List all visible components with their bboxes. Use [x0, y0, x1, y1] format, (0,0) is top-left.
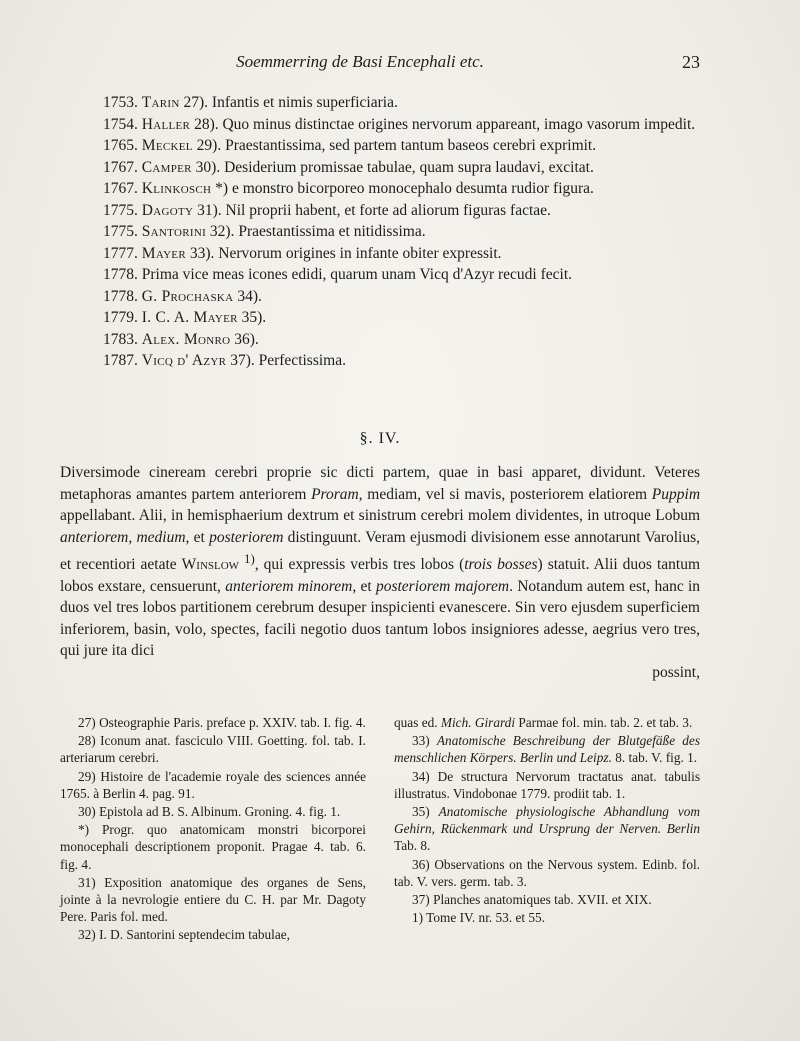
italic-term: trois bosses	[464, 556, 538, 574]
italic-term: anteriorem minorem	[225, 577, 353, 595]
chronology-list	[60, 92, 700, 372]
footnote-ref: 31).	[197, 201, 222, 219]
footnote-ref: 35).	[241, 309, 267, 326]
entry-year: 1767.	[103, 158, 138, 176]
footnote-text: De structura Nervorum tractatus anat. tabulis illustratus. Vindobonae 1779. prodiit tab. 1.	[394, 768, 700, 801]
entry-year: 1767.	[103, 180, 138, 197]
chronology-entry	[60, 114, 700, 136]
footnote-ref: 33).	[189, 244, 215, 262]
page-header	[60, 50, 700, 78]
footnote	[394, 732, 700, 766]
footnote-title: Mich. Girardi	[440, 715, 516, 730]
chronology-entry	[60, 264, 700, 286]
footnote-ref: *)	[215, 180, 229, 197]
footnote	[60, 714, 366, 731]
chronology-entry	[60, 200, 700, 222]
italic-term: posteriorem	[209, 528, 284, 546]
footnote	[60, 803, 366, 820]
text-span: Diversimode cineream cerebri proprie sic dicti partem, quae in basi apparet, dividunt. Veteres metaphoras amantes partem anteriorem	[60, 464, 700, 503]
author-name: Winslow	[181, 556, 240, 574]
chronology-entry	[60, 135, 700, 157]
entry-year: 1775.	[103, 223, 138, 240]
footnote-number: 35)	[412, 804, 430, 820]
text-span: , mediam, vel si mavis, posteriorem elatiorem	[358, 485, 648, 503]
footnote-text: Epistola ad B. S. Albinum. Groning. 4. fig. 1.	[99, 804, 341, 820]
entry-remark: Desiderium promissae tabulae, quam supra laudavi, excitat.	[224, 158, 594, 176]
footnote	[394, 909, 700, 926]
entry-year: 1753.	[103, 94, 138, 111]
entry-remark: Quo minus distinctae origines nervorum appareant, imago vasorum impedit.	[222, 115, 696, 133]
entry-remark: e monstro bicorporeo monocephalo desumta rudior figura.	[231, 180, 594, 197]
footnote-number: 29)	[78, 768, 96, 784]
footnote-ref: 37).	[230, 352, 255, 369]
footnote	[60, 768, 366, 802]
footnote-title: Anatomische physiologische Abhandlung vom Gehirn, Rückenmark und Ursprung der Nerven. Berlin	[394, 804, 700, 837]
footnote-number: 37)	[412, 892, 430, 908]
entry-author: Tarin	[141, 94, 180, 111]
running-head: Soemmerring de Basi Encephali etc.	[236, 52, 484, 71]
footnote-number: 1)	[412, 910, 424, 926]
entry-remark: Praestantissima et nitidissima.	[238, 223, 426, 240]
footnote-text: Tab. 8.	[394, 838, 431, 854]
footnote-text: Tome IV. nr. 53. et 55.	[426, 910, 546, 926]
entry-remark: Nil proprii habent, et forte ad aliorum figuras factae.	[225, 201, 551, 219]
footnote-ref: 29).	[196, 137, 222, 154]
footnote	[60, 821, 366, 873]
footnote-ref: 36).	[234, 330, 259, 348]
section-heading: §. IV.	[359, 430, 401, 447]
footnote-number: 33)	[412, 733, 430, 749]
page-number: 23	[682, 52, 700, 72]
catchword: possint,	[652, 663, 700, 681]
footnote-number: 32)	[78, 927, 96, 943]
entry-year: 1778.	[103, 287, 138, 305]
entry-remark: Praestantissima, sed partem tantum baseos cerebri exprimit.	[225, 137, 597, 154]
entry-author: Santorini	[141, 223, 207, 240]
entry-remark: Infantis et nimis superficiaria.	[211, 94, 398, 111]
text-span: appellabant. Alii, in hemisphaerium dextrum et sinistrum cerebri molem dividentes, in utroque Lobum	[60, 507, 700, 524]
paragraph-text	[60, 462, 700, 662]
footnote	[60, 926, 366, 943]
entry-author: Alex. Monro	[141, 330, 231, 348]
footnote	[60, 732, 366, 766]
footnote-text: Histoire de l'academie royale des sciences année 1765. à Berlin 4. pag. 91.	[60, 768, 366, 801]
text-span: . Notandum autem est, hanc in duos vel tres lobos partitionem cerebrum desuper inspicienti evanescere. Sin vero ejusdem superficiem inferiorem, basin, volo, spectes, facili negotio duos tantum lobos insigniores adesse, aegrius vero tres, qui jure ita dici	[60, 577, 701, 660]
entry-year: 1787.	[103, 352, 138, 369]
footnotes-right-column	[394, 714, 700, 945]
footnote-number: 30)	[78, 804, 96, 820]
entry-author: I. C. A. Mayer	[141, 309, 238, 326]
italic-term: posteriorem majorem	[375, 577, 510, 595]
footnote-number: 36)	[412, 856, 430, 872]
footnotes	[60, 714, 700, 945]
body-paragraph	[60, 462, 700, 683]
footnote-ref: 27).	[183, 94, 209, 111]
chronology-entry	[60, 350, 700, 372]
footnote-text: Osteographie Paris. preface p. XXIV. tab. I. fig. 4.	[99, 715, 366, 730]
footnote-ref: 34).	[237, 287, 262, 305]
entry-remark: Prima vice meas icones edidi, quarum unam Vicq d'Azyr recudi fecit.	[141, 266, 573, 283]
footnote-number: 28)	[78, 733, 96, 749]
entry-year: 1783.	[103, 330, 138, 348]
chronology-entry	[60, 157, 700, 179]
footnote-text: Exposition anatomique des organes de Sens, jointe à la nevrologie entiere du C. H. par Mr. Dagoty Pere. Paris fol. med.	[60, 874, 366, 925]
entry-year: 1765.	[103, 137, 138, 154]
footnote-text: Parmae fol. min. tab. 2. et tab. 3.	[518, 715, 693, 730]
entry-remark: Perfectissima.	[258, 352, 346, 369]
italic-term: Proram	[311, 485, 359, 503]
footnote-number: 27)	[78, 715, 96, 730]
footnote-ref: 28).	[194, 115, 219, 133]
footnote	[394, 768, 700, 802]
entry-author: Haller	[141, 115, 191, 133]
italic-term: anteriorem	[60, 528, 129, 546]
footnote-text: Progr. quo anatomicam monstri bicorporei monocephali descriptionem proponit. Pragae 4. tab. 6. fig. 4.	[60, 822, 366, 872]
footnote	[394, 856, 700, 890]
entry-author: Dagoty	[141, 201, 194, 219]
chronology-entry	[60, 221, 700, 243]
footnote	[394, 891, 700, 908]
footnote	[60, 874, 366, 926]
footnote-text: 8. tab. V. fig. 1.	[615, 750, 698, 766]
entry-author: G. Prochaska	[141, 287, 234, 305]
entry-year: 1777.	[103, 244, 138, 262]
footnote	[394, 803, 700, 855]
footnote	[394, 714, 700, 731]
entry-author: Meckel	[141, 137, 193, 154]
footnote-ref: 32).	[209, 223, 235, 240]
entry-remark: Nervorum origines in infante obiter expressit.	[218, 244, 502, 262]
footnote-ref: 1)	[244, 551, 255, 566]
footnotes-left-column	[60, 714, 366, 945]
entry-year: 1778.	[103, 266, 138, 283]
italic-term: medium	[136, 528, 186, 546]
chronology-entry	[60, 243, 700, 265]
footnote-title: Anatomische Beschreibung der Blutgefäße des menschlichen Körpers. Berlin und Leipz.	[394, 733, 701, 766]
entry-author: Vicq d' Azyr	[141, 352, 227, 369]
text-span: ) statuit. Alii duos tantum lobos exstare, censuerunt,	[60, 556, 700, 595]
footnote-number: *)	[78, 822, 90, 838]
text-span: ,	[128, 528, 133, 546]
footnote-number: 34)	[412, 768, 430, 784]
entry-author: Camper	[141, 158, 192, 176]
chronology-entry	[60, 307, 700, 329]
footnote-number: 31)	[78, 874, 96, 890]
text-span: , et	[352, 577, 372, 595]
entry-year: 1775.	[103, 201, 138, 219]
entry-author: Klinkosch	[141, 180, 212, 197]
entry-year: 1754.	[103, 115, 138, 133]
footnote-text: Iconum anat. fasciculo VIII. Goetting. fol. tab. I. arteriarum cerebri.	[60, 733, 366, 766]
chronology-entry	[60, 92, 700, 114]
text-span: , et	[185, 528, 205, 546]
footnote-ref: 30).	[195, 158, 221, 176]
entry-author: Mayer	[141, 244, 186, 262]
footnote-text: quas ed.	[394, 715, 438, 730]
text-span: , qui expressis verbis tres lobos (	[254, 556, 465, 574]
chronology-entry	[60, 178, 700, 200]
text-span: distinguunt. Veram ejusmodi divisionem esse annotarunt Varolius, et recentiori aetate	[60, 528, 701, 574]
footnote-text: I. D. Santorini septendecim tabulae,	[99, 927, 290, 943]
chronology-entry	[60, 286, 700, 308]
chronology-entry	[60, 329, 700, 351]
entry-year: 1779.	[103, 309, 138, 326]
italic-term: Puppim	[651, 485, 701, 503]
footnote-text: Observations on the Nervous system. Edinb. fol. tab. V. vers. germ. tab. 3.	[394, 856, 701, 889]
footnote-text: Planches anatomiques tab. XVII. et XIX.	[433, 892, 652, 908]
